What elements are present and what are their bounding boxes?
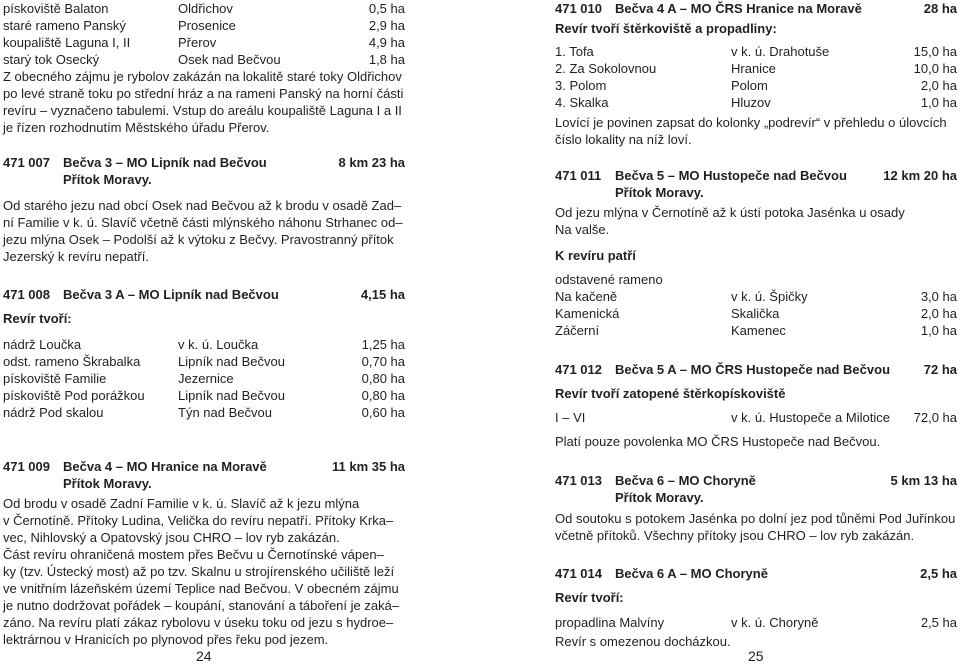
section-label: Revír tvoří:: [3, 311, 72, 326]
section-subheading: Přítok Moravy.: [615, 490, 704, 505]
table-row: pískoviště Pod porážkou Lipník nad Bečvou 0,80 ha: [3, 388, 405, 403]
section-label: K revíru patří: [555, 248, 636, 263]
lake-table: [555, 288, 957, 339]
table-row: 1. Tofa v k. ú. Drahotuše 15,0 ha: [555, 44, 957, 59]
left-page: [3, 0, 405, 648]
text-line: lektrárnou v Hranicích po plynovod přes řeku pod jezem.: [3, 632, 329, 647]
table-row: pískoviště Familie Jezernice 0,80 ha: [3, 371, 405, 386]
text-line: po levé straně toku po střední hráz a na rameni Panský na horní části: [3, 86, 404, 101]
section-description: [555, 510, 957, 544]
text-line: Od jezu mlýna v Černotíně až k ústí potoka Jasénka u osady: [555, 205, 905, 220]
section-471-014: [555, 565, 957, 650]
intro-paragraph: [3, 68, 405, 136]
text-line: Od soutoku s potokem Jasénka po dolní jez pod tůněmi Pod Juřínkou: [555, 511, 956, 526]
lake-table: [555, 43, 957, 111]
section-description: [3, 495, 405, 648]
page-number-right: 25: [748, 648, 764, 664]
table-row: staré rameno Panský Prosenice 2,9 ha: [3, 18, 405, 33]
table-row: 3. Polom Polom 2,0 ha: [555, 78, 957, 93]
section-description: [3, 197, 405, 265]
table-row: 2. Za Sokolovnou Hranice 10,0 ha: [555, 61, 957, 76]
section-label: Revír tvoří štěrkoviště a propadliny:: [555, 21, 777, 36]
table-row: propadlina Malvíny v k. ú. Choryně 2,5 ha: [555, 615, 957, 630]
section-description: [555, 204, 957, 238]
text-line: je nutno dodržovat pořádek – koupání, stanování a táboření je zaká–: [3, 598, 400, 613]
section-note: [555, 114, 957, 148]
table-row: nádrž Loučka v k. ú. Loučka 1,25 ha: [3, 337, 405, 352]
page-number-left: 24: [196, 648, 212, 664]
section-label: Revír tvoří zatopené štěrkopískoviště: [555, 386, 786, 401]
text-line: ní Familie v k. ú. Slavíč včetně části mlýnského náhonu Strhanec od–: [3, 215, 403, 230]
section-471-013: [555, 472, 957, 544]
section-note: Revír s omezenou docházkou.: [555, 634, 731, 649]
table-row: pískoviště Balaton Oldřichov 0,5 ha: [3, 1, 405, 16]
text-line: ky (tzv. Ústecký most) až po tzv. Skalnu u strojírenského učiliště leží: [3, 564, 395, 579]
table-row: I – VI v k. ú. Hustopeče a Milotice 72,0 ha: [555, 410, 957, 425]
text-line: Lovící je povinen zapsat do kolonky „podrevír“ v přehledu o úlovcích: [555, 115, 947, 130]
text-line: je řízen rozhodnutím Městského úřadu Přerov.: [3, 120, 270, 135]
table-row: starý tok Osecký Osek nad Bečvou 1,8 ha: [3, 52, 405, 67]
text-line: Od starého jezu nad obcí Osek nad Bečvou až k brodu v osadě Zad–: [3, 198, 402, 213]
section-heading: 471 013 Bečva 6 – MO Choryně 5 km 13 ha: [555, 473, 957, 488]
text-line: záno. Na revíru platí zákaz rybolovu v úseku toku od jezu s hydroe–: [3, 615, 394, 630]
section-heading: 471 011 Bečva 5 – MO Hustopeče nad Bečvou 12 km 20 ha: [555, 168, 957, 183]
text-line: jezu mlýna Osek – Podolší až k výtoku z Bečvy. Pravostranný přítok: [3, 232, 394, 247]
section-heading: 471 007 Bečva 3 – MO Lipník nad Bečvou 8 km 23 ha: [3, 155, 405, 170]
section-471-012: [555, 361, 957, 450]
section-471-010: [555, 0, 957, 148]
top-lake-list: [3, 0, 405, 68]
text-line: revíru – vyznačeno tabulemi. Vstup do areálu koupaliště Laguna I a II: [3, 103, 402, 118]
text-line: Z obecného zájmu je rybolov zakázán na lokalitě staré toky Oldřichov: [3, 69, 402, 84]
section-label: Revír tvoří:: [555, 590, 624, 605]
text-line: vec, Nihlovský a Opatovský jsou CHRO – lov ryb zakázán.: [3, 530, 340, 545]
right-page: [555, 0, 957, 650]
text-line: včetně přítoků. Všechny přítoky jsou CHRO – lov ryb zakázán.: [555, 528, 915, 543]
section-heading: 471 010 Bečva 4 A – MO ČRS Hranice na Moravě 28 ha: [555, 1, 957, 16]
section-subheading: Přítok Moravy.: [63, 172, 152, 187]
section-heading: 471 014 Bečva 6 A – MO Choryně 2,5 ha: [555, 566, 957, 581]
section-heading: 471 012 Bečva 5 A – MO ČRS Hustopeče nad Bečvou 72 ha: [555, 362, 957, 377]
table-row: Kamenická Skalička 2,0 ha: [555, 306, 957, 321]
table-row: odst. rameno Škrabalka Lipník nad Bečvou 0,70 ha: [3, 354, 405, 369]
section-note: Platí pouze povolenka MO ČRS Hustopeče nad Bečvou.: [555, 434, 881, 449]
section-heading: 471 008 Bečva 3 A – MO Lipník nad Bečvou 4,15 ha: [3, 287, 405, 302]
text-line: Od brodu v osadě Zadní Familie v k. ú. Slavíč až k jezu mlýna: [3, 496, 360, 511]
table-row: 4. Skalka Hluzov 1,0 ha: [555, 95, 957, 110]
section-subheading: Přítok Moravy.: [615, 185, 704, 200]
table-row: Záčerní Kamenec 1,0 ha: [555, 323, 957, 338]
text-line: Jezerský k revíru nepatří.: [3, 249, 149, 264]
text-line: odstavené rameno: [555, 272, 663, 287]
text-line: Na valše.: [555, 222, 610, 237]
text-line: ve vnitřním lázeňském území Teplice nad Bečvou. V obecném zájmu: [3, 581, 399, 596]
table-row: nádrž Pod skalou Týn nad Bečvou 0,60 ha: [3, 405, 405, 420]
text-line: v Černotíně. Přítoky Ludina, Velička do revíru nepatří. Přítoky Krka–: [3, 513, 394, 528]
section-heading: 471 009 Bečva 4 – MO Hranice na Moravě 11 km 35 ha: [3, 459, 405, 474]
section-471-011: [555, 167, 957, 339]
section-471-008: [3, 286, 405, 421]
section-471-009: [3, 458, 405, 648]
table-row: Na kačeně v k. ú. Špičky 3,0 ha: [555, 289, 957, 304]
text-line: číslo lokality na níž loví.: [555, 132, 692, 147]
section-subheading: Přítok Moravy.: [63, 476, 152, 491]
table-row: koupaliště Laguna I, II Přerov 4,9 ha: [3, 35, 405, 50]
section-471-007: [3, 154, 405, 265]
lake-table: [3, 336, 405, 421]
text-line: Část revíru ohraničená mostem přes Bečvu u Černotínské vápen–: [3, 547, 384, 562]
